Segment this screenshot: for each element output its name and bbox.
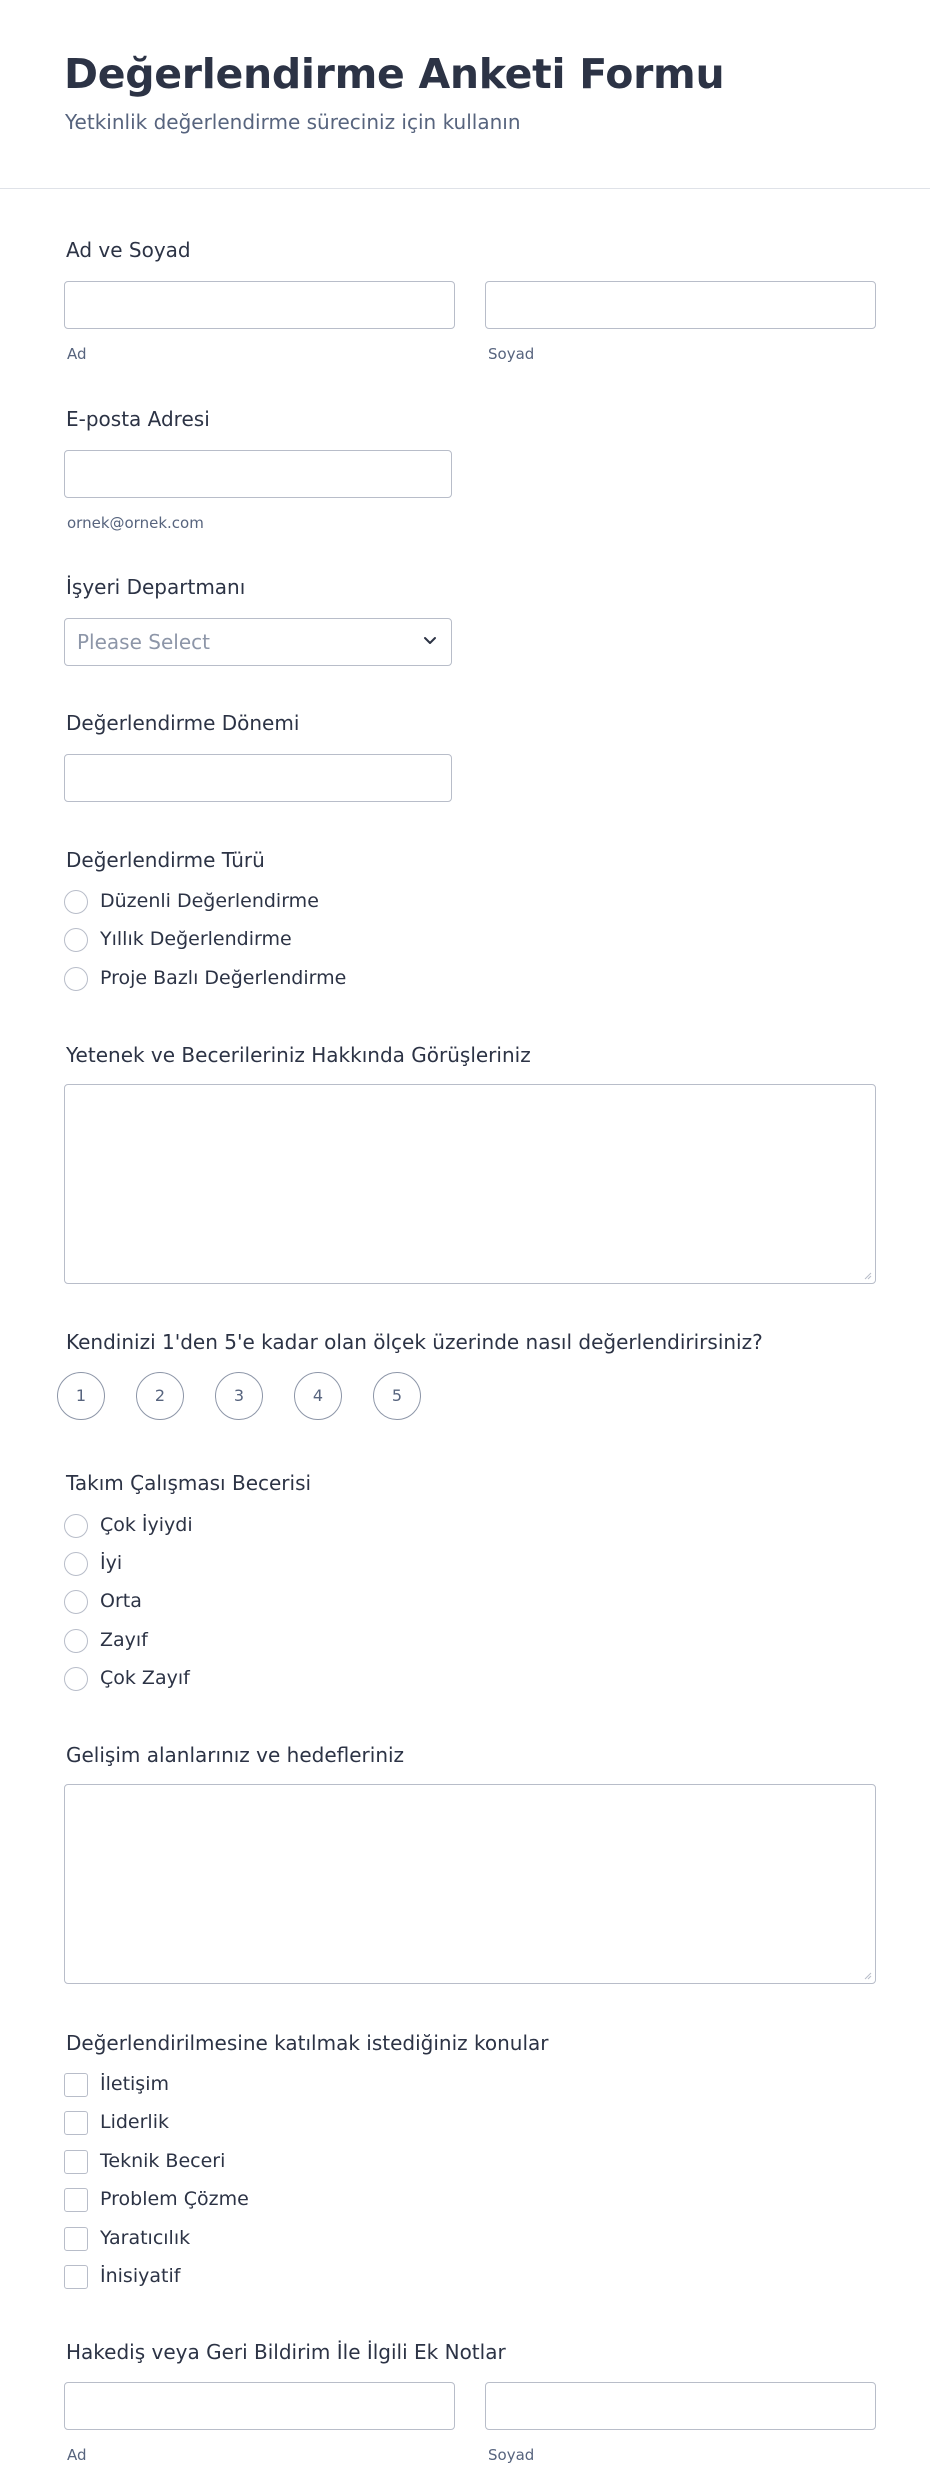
type-option-3[interactable]: Proje Bazlı Değerlendirme xyxy=(100,967,347,989)
last-name-sublabel: Soyad xyxy=(488,345,535,363)
form-header xyxy=(0,0,930,189)
topic-checkbox-1[interactable] xyxy=(64,2073,88,2097)
name-label: Ad ve Soyad xyxy=(66,238,191,262)
teamwork-option-4[interactable]: Zayıf xyxy=(100,1629,148,1651)
scale-button-1[interactable]: 1 xyxy=(57,1372,105,1420)
email-label: E-posta Adresi xyxy=(66,407,210,431)
teamwork-radio-1[interactable] xyxy=(64,1514,88,1538)
teamwork-radio-4[interactable] xyxy=(64,1629,88,1653)
email-sublabel: ornek@ornek.com xyxy=(67,514,204,532)
topics-label: Değerlendirilmesine katılmak istediğiniz konular xyxy=(66,2031,549,2055)
scale-button-4[interactable]: 4 xyxy=(294,1372,342,1420)
scale-button-2[interactable]: 2 xyxy=(136,1372,184,1420)
skills-label: Yetenek ve Becerileriniz Hakkında Görüşleriniz xyxy=(66,1043,531,1067)
teamwork-radio-3[interactable] xyxy=(64,1590,88,1614)
topic-option-4[interactable]: Problem Çözme xyxy=(100,2188,249,2210)
teamwork-option-5[interactable]: Çok Zayıf xyxy=(100,1667,190,1689)
skills-textarea[interactable] xyxy=(64,1084,876,1284)
department-select-value: Please Select xyxy=(77,630,210,654)
teamwork-label: Takım Çalışması Becerisi xyxy=(66,1471,312,1495)
scale-button-5[interactable]: 5 xyxy=(373,1372,421,1420)
topic-option-5[interactable]: Yaratıcılık xyxy=(100,2227,191,2249)
topic-option-3[interactable]: Teknik Beceri xyxy=(100,2150,226,2172)
type-radio-1[interactable] xyxy=(64,890,88,914)
department-select[interactable] xyxy=(64,618,452,666)
teamwork-option-2[interactable]: İyi xyxy=(100,1552,123,1574)
topic-option-2[interactable]: Liderlik xyxy=(100,2111,169,2133)
resize-handle-icon[interactable] xyxy=(862,1270,872,1280)
type-option-2[interactable]: Yıllık Değerlendirme xyxy=(100,928,292,950)
form-title: Değerlendirme Anketi Formu xyxy=(64,50,725,98)
notes-first-input[interactable] xyxy=(64,2382,455,2430)
email-input[interactable] xyxy=(64,450,452,498)
scale-button-3[interactable]: 3 xyxy=(215,1372,263,1420)
type-radio-3[interactable] xyxy=(64,967,88,991)
first-name-input[interactable] xyxy=(64,281,455,329)
chevron-down-icon xyxy=(421,631,439,649)
notes-last-sublabel: Soyad xyxy=(488,2446,535,2464)
notes-first-sublabel: Ad xyxy=(67,2446,87,2464)
topic-checkbox-3[interactable] xyxy=(64,2150,88,2174)
period-label: Değerlendirme Dönemi xyxy=(66,711,300,735)
development-label: Gelişim alanlarınız ve hedefleriniz xyxy=(66,1743,405,1767)
teamwork-radio-5[interactable] xyxy=(64,1667,88,1691)
teamwork-option-1[interactable]: Çok İyiydi xyxy=(100,1514,193,1536)
self-rating-label: Kendinizi 1'den 5'e kadar olan ölçek üzerinde nasıl değerlendirirsiniz? xyxy=(66,1330,763,1354)
development-textarea[interactable] xyxy=(64,1784,876,1984)
teamwork-radio-2[interactable] xyxy=(64,1552,88,1576)
topic-option-6[interactable]: İnisiyatif xyxy=(100,2265,181,2287)
resize-handle-icon[interactable] xyxy=(862,1970,872,1980)
teamwork-option-3[interactable]: Orta xyxy=(100,1590,142,1612)
type-option-1[interactable]: Düzenli Değerlendirme xyxy=(100,890,319,912)
department-label: İşyeri Departmanı xyxy=(66,575,246,599)
topic-checkbox-4[interactable] xyxy=(64,2188,88,2212)
topic-checkbox-5[interactable] xyxy=(64,2227,88,2251)
type-label: Değerlendirme Türü xyxy=(66,848,265,872)
form-subtitle: Yetkinlik değerlendirme süreciniz için kullanın xyxy=(65,110,521,134)
topic-option-1[interactable]: İletişim xyxy=(100,2073,169,2095)
notes-last-input[interactable] xyxy=(485,2382,876,2430)
first-name-sublabel: Ad xyxy=(67,345,87,363)
period-input[interactable] xyxy=(64,754,452,802)
last-name-input[interactable] xyxy=(485,281,876,329)
type-radio-2[interactable] xyxy=(64,928,88,952)
notes-label: Hakediş veya Geri Bildirim İle İlgili Ek Notlar xyxy=(66,2340,506,2364)
topic-checkbox-6[interactable] xyxy=(64,2265,88,2289)
topic-checkbox-2[interactable] xyxy=(64,2111,88,2135)
